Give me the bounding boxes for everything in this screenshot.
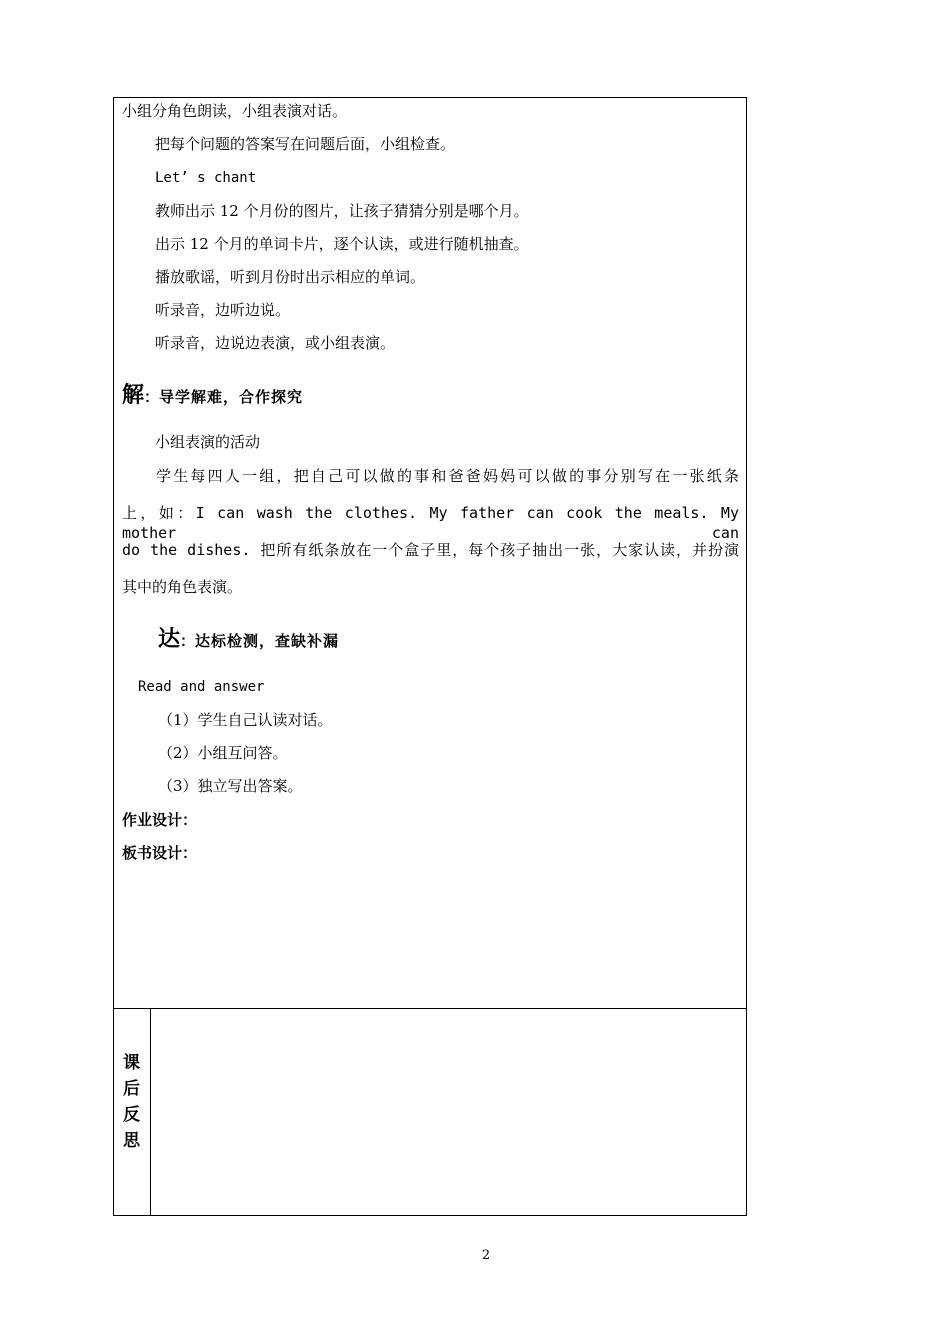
page-number: 2 [481,1248,491,1263]
text-line: 播放歌谣，听到月份时出示相应的单词。 [155,268,426,286]
section-heading-da [158,622,339,653]
paragraph-line: 其中的角色表演。 [122,578,243,596]
homework-label: 作业设计： [122,811,198,829]
table-column-divider [150,1008,151,1216]
text-line: 听录音，边说边表演，或小组表演。 [155,334,396,352]
table-row-divider [113,1008,747,1009]
paragraph-line: 上，如：I can wash the clothes. My father can cook the meals. My mother can [122,504,739,542]
reflection-char: 反 [123,1105,140,1125]
section-title: 导学解难，合作探究 [159,388,304,406]
section-char: 解 [122,383,145,408]
reflection-char: 后 [123,1079,140,1099]
paragraph-line: 学生每四人一组，把自己可以做的事和爸爸妈妈可以做的事分别写在一张纸条 [156,467,739,485]
section-colon: ： [180,632,196,650]
text-line: （3）独立写出答案。 [158,777,303,795]
board-design-label: 板书设计： [122,844,198,862]
text-line: 把每个问题的答案写在问题后面，小组检查。 [155,135,456,153]
text-line: 小组表演的活动 [155,433,261,451]
reflection-char: 思 [123,1131,140,1151]
section-heading-jie [122,378,303,409]
section-title: 达标检测，查缺补漏 [195,632,340,650]
text-line: Read and answer [138,679,265,695]
text-line: 听录音，边听边说。 [155,301,291,319]
text-line: 出示 12 个月的单词卡片，逐个认读，或进行随机抽查。 [155,235,529,253]
text-line: 教师出示 12 个月份的图片，让孩子猜猜分别是哪个月。 [155,202,529,220]
lesson-plan-table [113,97,747,1216]
text-line: （2）小组互问答。 [158,744,288,762]
text-line: 小组分角色朗读，小组表演对话。 [122,102,348,120]
reflection-char: 课 [123,1053,140,1073]
section-char: 达 [158,627,181,652]
section-colon: ： [144,388,160,406]
text-line: Let’ s chant [155,170,257,186]
reflection-label [113,1050,150,1154]
text-line: （1）学生自己认读对话。 [158,711,333,729]
paragraph-line: do the dishes. 把所有纸条放在一个盒子里，每个孩子抽出一张，大家认读，并扮演 [122,541,739,559]
